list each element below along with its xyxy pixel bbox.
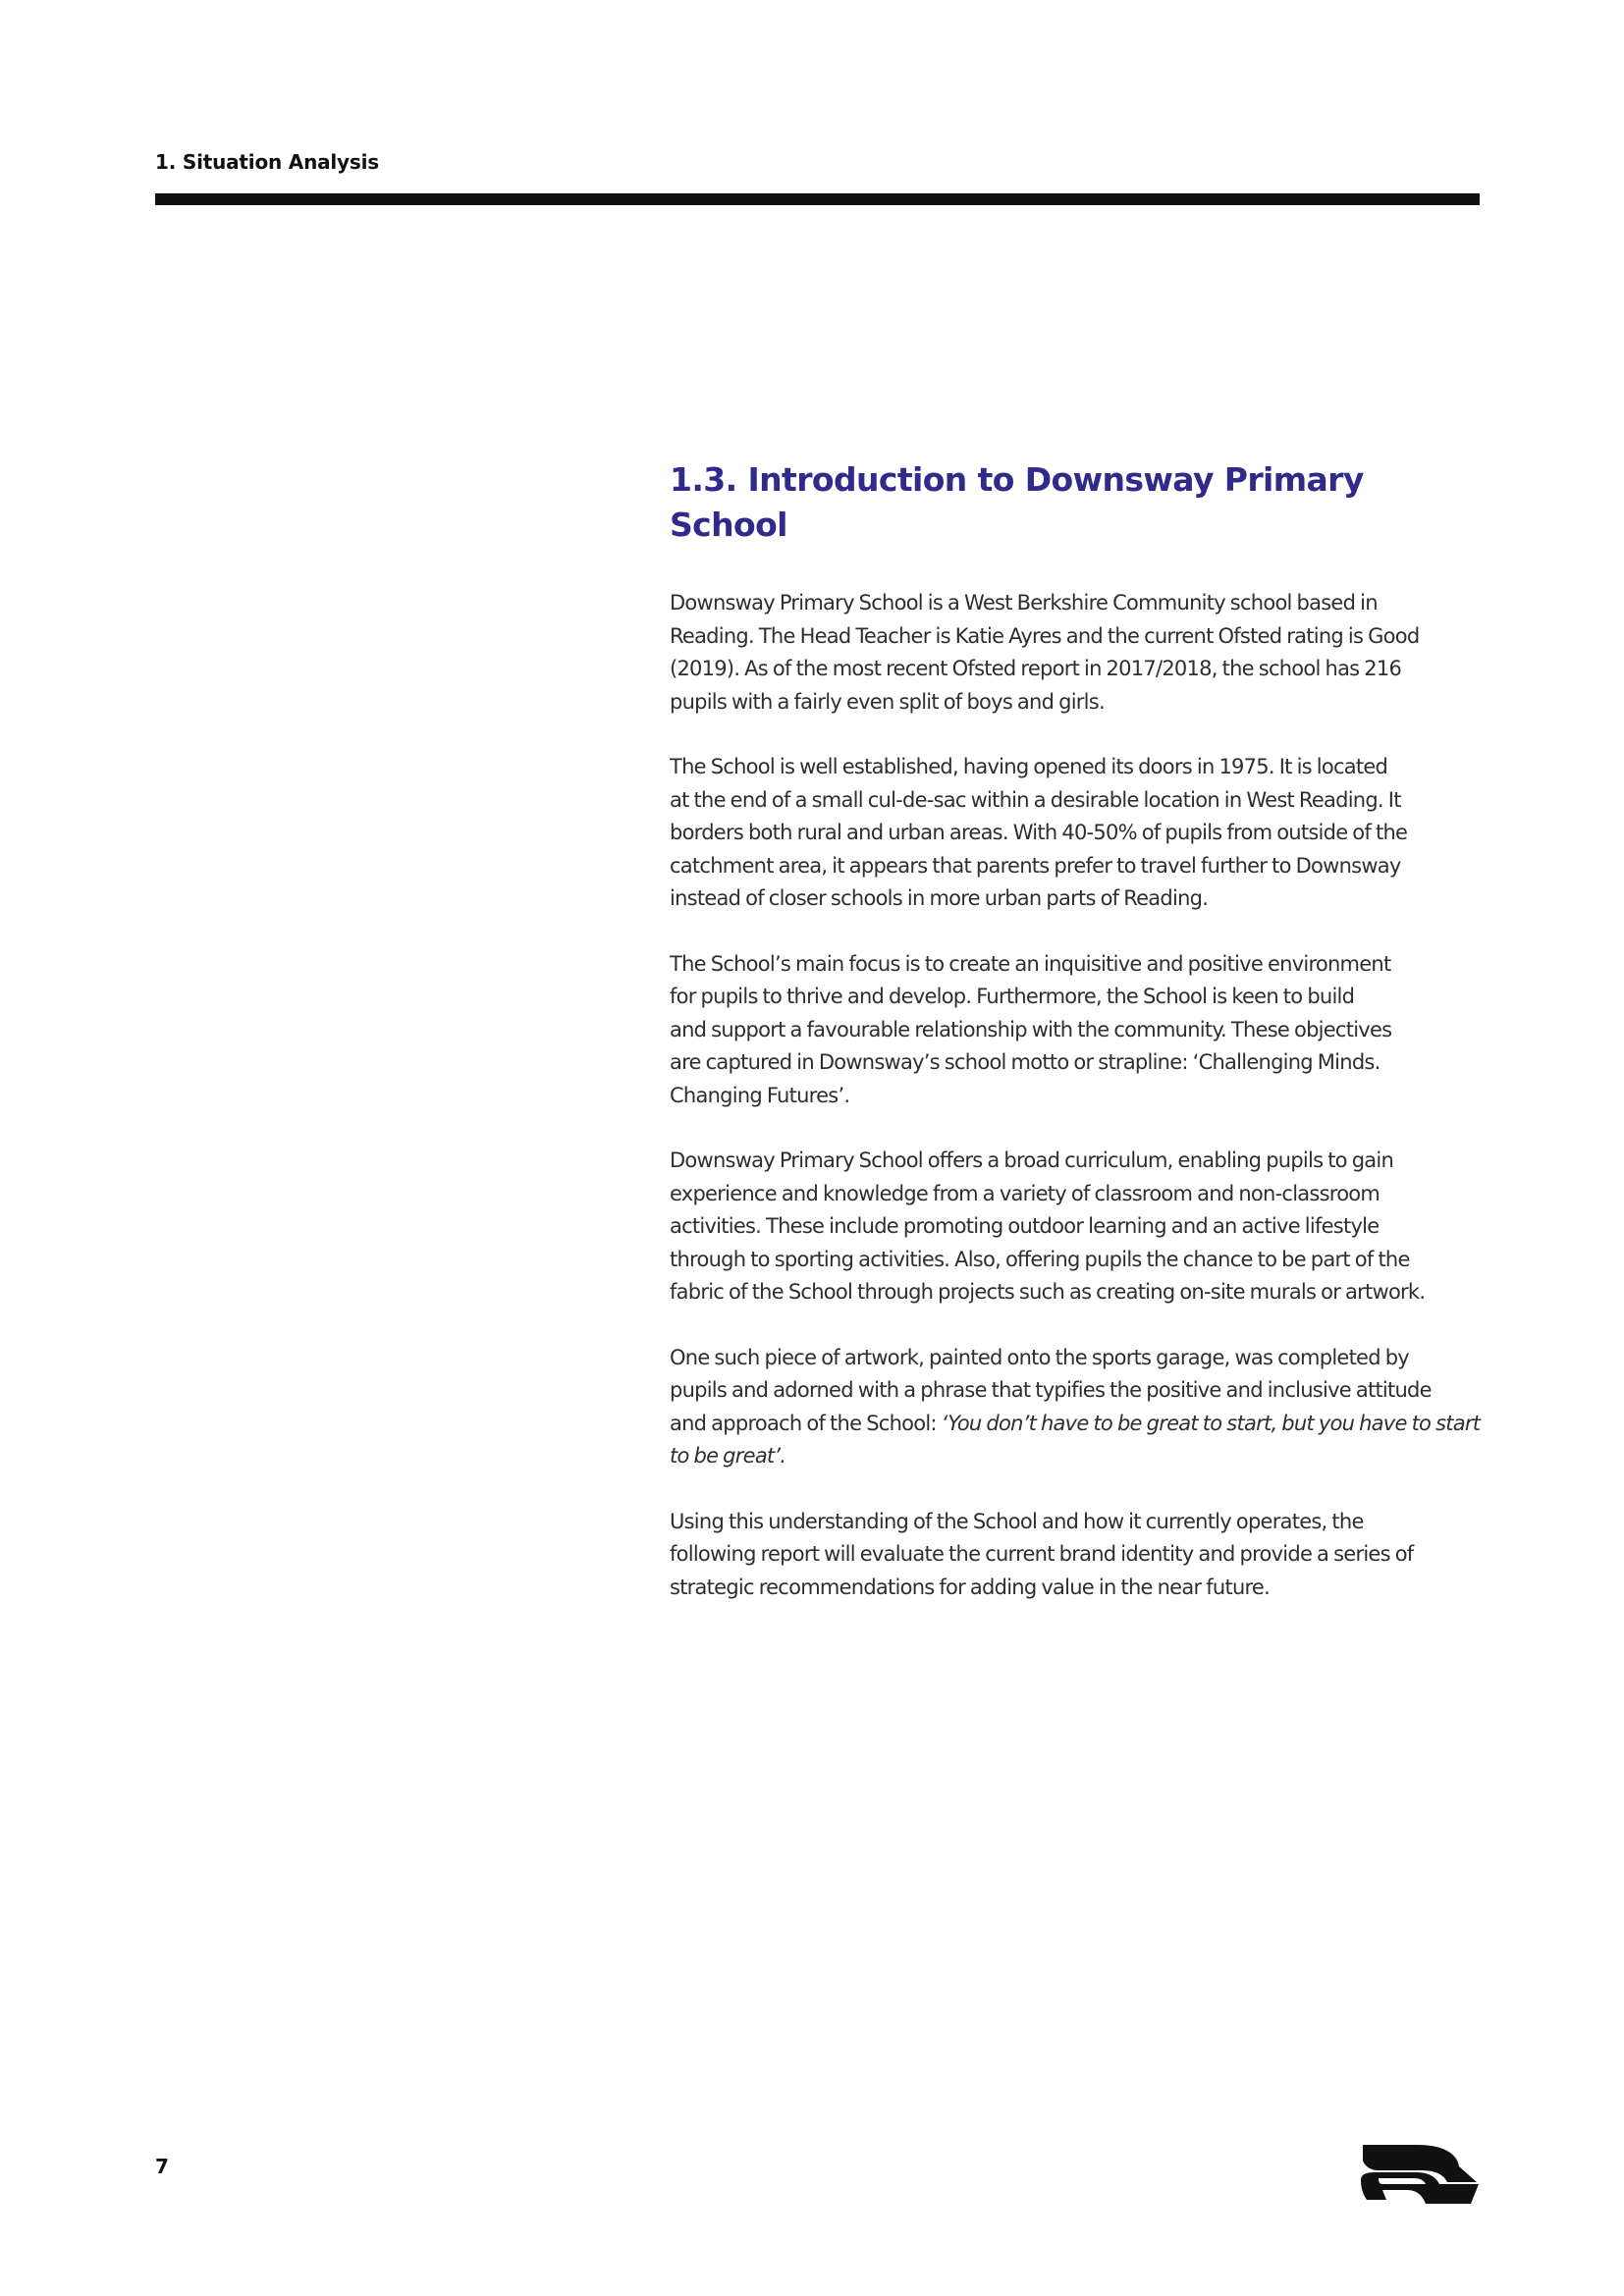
- text-line: One such piece of artwork, painted onto the sports garage, was completed by: [670, 1345, 1409, 1369]
- text-line-lead: and approach of the School:: [670, 1411, 942, 1435]
- brand-logo-icon: [1357, 2137, 1481, 2208]
- paragraph-conclusion: [670, 1506, 1485, 1605]
- motto-quote: ‘You don’t have to be great to start, but you have to start: [941, 1411, 1481, 1435]
- page-number: 7: [155, 2155, 169, 2178]
- text-line: Using this understanding of the School and how it currently operates, the: [670, 1509, 1364, 1533]
- text-line: The School is well established, having opened its doors in 1975. It is located: [670, 755, 1388, 778]
- paragraph-intro: [670, 587, 1485, 719]
- motto-quote-continued: to be great’.: [670, 1444, 786, 1468]
- text-line: following report will evaluate the current brand identity and provide a series of: [670, 1542, 1414, 1566]
- text-line: [670, 1408, 1485, 1441]
- text-line: are captured in Downsway’s school motto or strapline: ‘Challenging Minds.: [670, 1050, 1380, 1074]
- brand-logo-counter: [1379, 2178, 1426, 2184]
- text-line: Reading. The Head Teacher is Katie Ayres and the current Ofsted rating is Good: [670, 623, 1420, 648]
- text-line: experience and knowledge from a variety of classroom and non-classroom: [670, 1181, 1380, 1205]
- text-line: (2019). As of the most recent Ofsted report in 2017/2018, the school has 216: [670, 657, 1402, 680]
- text-line: instead of closer schools in more urban parts of Reading.: [670, 886, 1209, 910]
- text-line: through to sporting activities. Also, offering pupils the chance to be part of the: [670, 1247, 1410, 1271]
- text-line: pupils and adorned with a phrase that typifies the positive and inclusive attitude: [670, 1378, 1432, 1402]
- page-title: 1.3. Introduction to Downsway Primary School: [670, 460, 1364, 544]
- text-line: Changing Futures’.: [670, 1083, 850, 1107]
- text-line: Downsway Primary School is a West Berkshire Community school based in: [670, 591, 1378, 614]
- text-line: borders both rural and urban areas. With 40-50% of pupils from outside of the: [670, 821, 1408, 844]
- paragraph-history: [670, 751, 1485, 916]
- text-line: for pupils to thrive and develop. Furthermore, the School is keen to build: [670, 985, 1355, 1008]
- text-line: fabric of the School through projects such as creating on-site murals or artwork.: [670, 1280, 1426, 1304]
- text-line: Downsway Primary School offers a broad curriculum, enabling pupils to gain: [670, 1148, 1394, 1172]
- text-line: pupils with a fairly even split of boys and girls.: [670, 689, 1105, 714]
- text-line: activities. These include promoting outdoor learning and an active lifestyle: [670, 1214, 1380, 1238]
- text-line: catchment area, it appears that parents prefer to travel further to Downsway: [670, 853, 1401, 878]
- header-divider: [155, 193, 1480, 205]
- text-line: The School’s main focus is to create an inquisitive and positive environment: [670, 951, 1391, 976]
- text-line: at the end of a small cul-de-sac within a desirable location in West Reading. It: [670, 787, 1401, 812]
- paragraph-focus: [670, 948, 1485, 1113]
- paragraph-curriculum: [670, 1145, 1485, 1309]
- paragraph-artwork: [670, 1342, 1485, 1473]
- text-line: strategic recommendations for adding value in the near future.: [670, 1575, 1271, 1599]
- text-line: and support a favourable relationship with the community. These objectives: [670, 1017, 1392, 1041]
- main-content: [670, 457, 1485, 1636]
- section-header-label: 1. Situation Analysis: [155, 150, 379, 174]
